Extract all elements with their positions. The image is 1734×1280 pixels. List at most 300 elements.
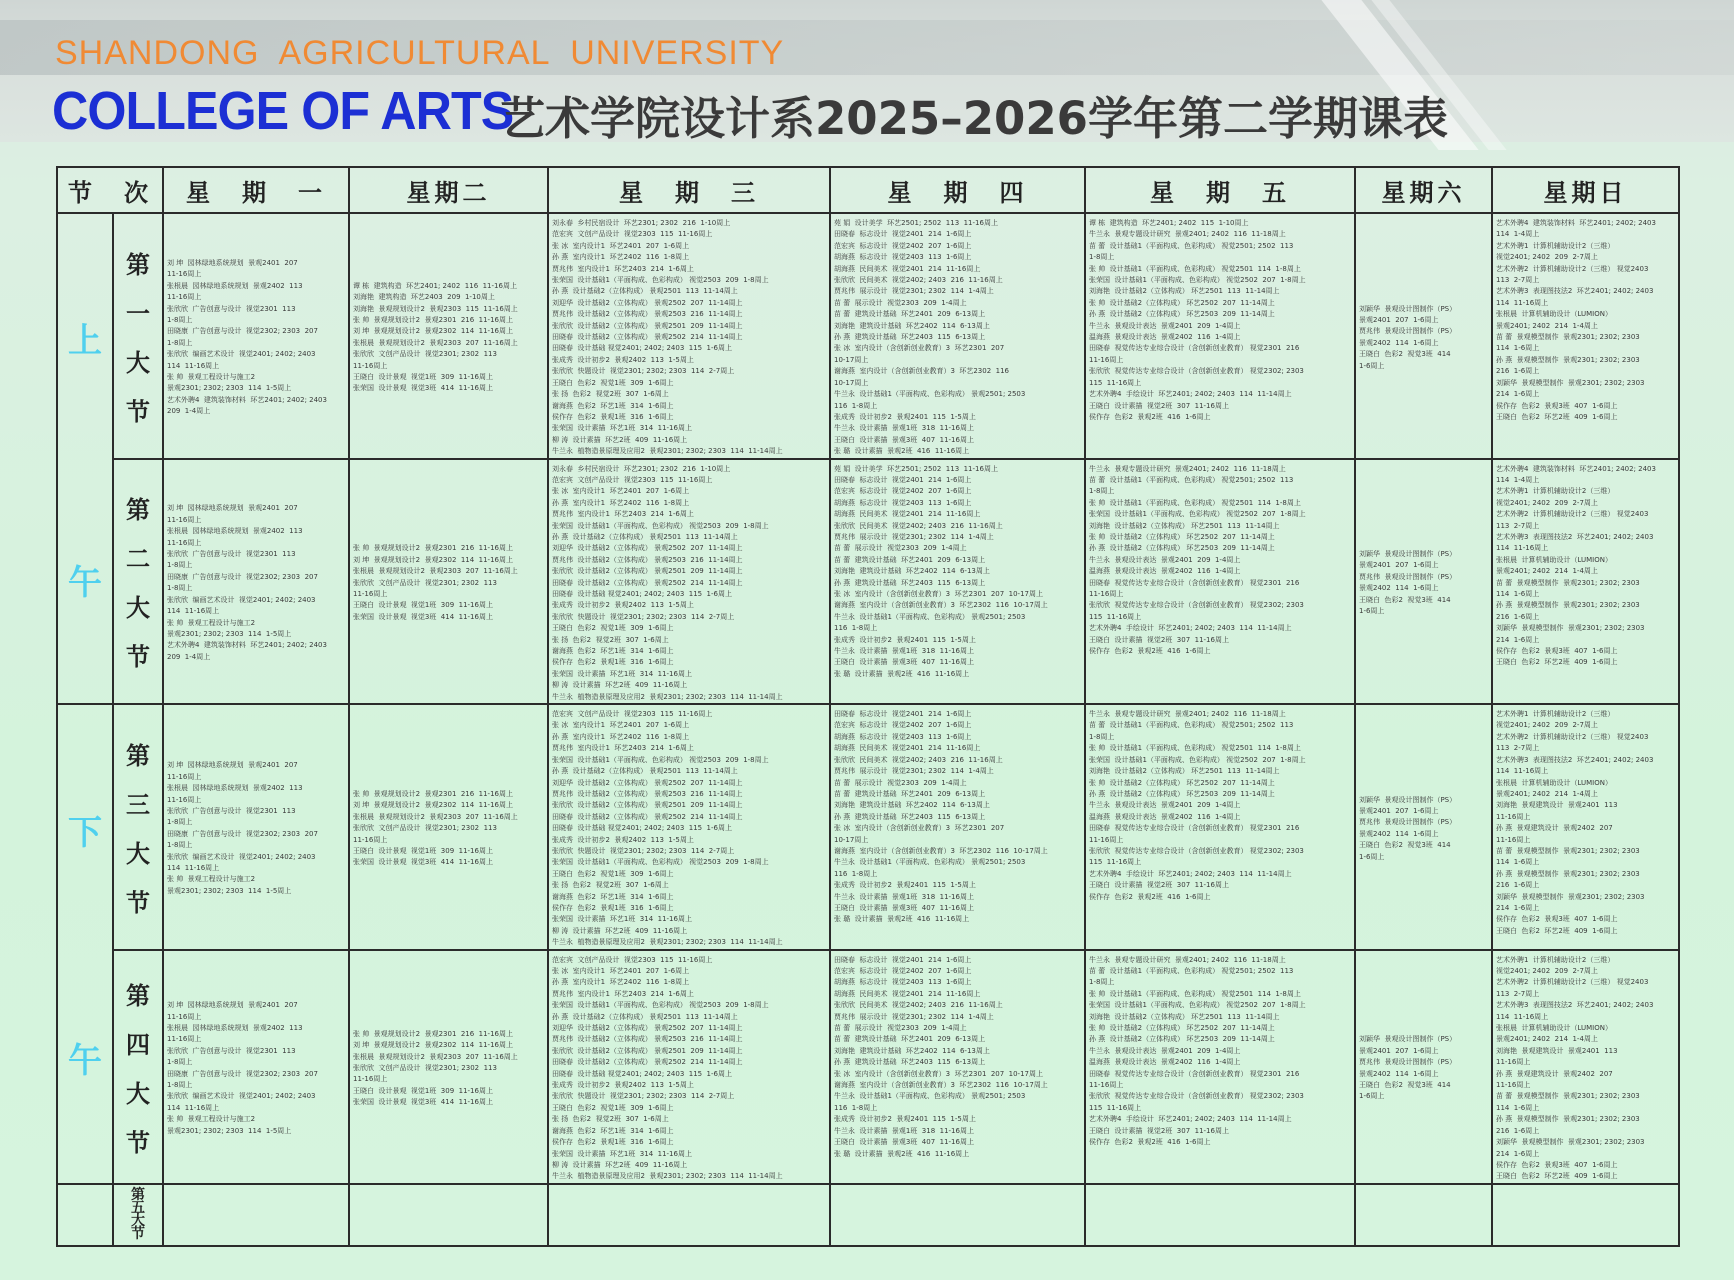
course-entry: 牛兰永 景观设计表达 景观2401 209 1-4周上 [1089,801,1241,810]
course-entry: 张根晨 园林绿地系统规划 景观2402 113 [167,784,303,793]
period-label [113,213,163,459]
course-entry: 11-16周上 [167,795,202,804]
course-entry: 艺术外聘4 手绘设计 环艺2401; 2402; 2403 114 11-14周上 [1089,1115,1292,1124]
course-entry: 孙 燕 室内设计1 环艺2402 116 1-8周上 [552,732,690,741]
course-entry: 张 帅 设计基础2（立体构成） 环艺2502 207 11-14周上 [1089,1024,1275,1033]
course-entry: 张 帅 设计基础2（立体构成） 环艺2502 207 11-14周上 [1089,532,1275,541]
course-entry: 田晓康 广告创意与设计 视觉2302; 2303 207 [167,327,318,336]
course-entry: 1-6周上 [1359,607,1385,616]
period-char: 节 [131,1225,145,1242]
course-entry: 张 帅 景观工程设计与施工2 [167,875,256,884]
course-entry: 牛兰永 景观专题设计研究 景观2401; 2402 116 11-18周上 [1089,955,1286,964]
schedule-cell-friday [1085,950,1355,1184]
course-entry: 苗 蕾 景观模型制作 景观2301; 2302; 2303 [1496,578,1640,587]
course-entry: 胡海燕 标志设计 视觉2403 113 1-6周上 [834,732,972,741]
course-entry: 114 11-16周上 [167,1103,220,1112]
course-entry: 113 2-7周上 [1496,744,1540,753]
course-entry: 1-6周上 [1359,361,1385,370]
course-entry: 11-16周上 [353,1075,388,1084]
schedule-cell-wednesday [548,950,830,1184]
column-header-monday: 星 期 一 [163,167,349,213]
course-entry: 张荣国 设计基础1（平面构成、色彩构成） 视觉2502 207 1-8周上 [1089,755,1306,764]
course-entry: 苗 蕾 建筑设计基础 环艺2401 209 6-13周上 [834,555,986,564]
schedule-title: 艺术学院设计系2025–2026学年第二学期课表 [500,92,1448,145]
course-entry: 11-16周上 [167,293,202,302]
course-entry: 刘海艳 建筑设计基础 环艺2402 114 6-13周上 [834,801,990,810]
course-entry: 孙 燕 设计基础2（立体构成） 环艺2503 209 11-14周上 [1089,310,1275,319]
college-name: COLLEGE OF ARTS [52,81,514,141]
period-label [113,1184,163,1246]
course-entry: 视觉2401; 2402 209 2-7周上 [1496,253,1598,262]
course-entry: 范宏宾 文创产品设计 视觉2303 115 11-16周上 [552,475,713,484]
course-entry: 苑 娟 设计美学 环艺2501; 2502 113 11-16周上 [834,464,998,473]
schedule-cell-thursday [830,213,1085,459]
course-entry: 209 1-4周上 [167,652,211,661]
course-entry: 216 1-6周上 [1496,367,1540,376]
period-char: 节 [126,397,150,426]
course-entry: 张 帅 设计基础1（平面构成、色彩构成） 视觉2501 114 1-8周上 [1089,744,1301,753]
course-entry: 张荣国 设计基础1（平面构成、色彩构成） 视觉2502 207 1-8周上 [1089,1001,1306,1010]
course-entry: 1-8周上 [167,818,193,827]
course-entry: 苗 蕾 景观模型制作 景观2301; 2302; 2303 [1496,1092,1640,1101]
course-entry: 114 11-16周上 [167,864,220,873]
course-entry: 11-16周上 [353,361,388,370]
course-entry: 胡海燕 标志设计 视觉2403 113 1-6周上 [834,498,972,507]
course-entry: 艺术外聘3 表现图技法2 环艺2401; 2402; 2403 [1496,532,1654,541]
course-entry: 张欣欣 快题设计 视觉2301; 2302; 2303 114 2-7周上 [552,1092,735,1101]
half-day-char: 午 [68,1041,102,1082]
column-header-thursday: 星 期 四 [830,167,1085,213]
schedule-cell-tuesday [349,1184,548,1246]
course-entry: 张欣欣 广告创意与设计 视觉2301 113 [167,550,296,559]
course-entry: 张 璐 设计素描 景观2班 416 11-16周上 [834,915,970,924]
course-entry: 孙 燕 景观建筑设计 景观2402 207 [1496,1069,1613,1078]
course-entry: 刘 坤 景观规划设计2 景观2302 114 11-16周上 [353,327,513,336]
course-entry: 景观2401; 2402 214 1-4周上 [1496,1035,1598,1044]
course-entry: 王晓白 设计素描 视觉2班 307 11-16周上 [1089,401,1229,410]
course-entry: 孙 燕 建筑设计基础 环艺2403 115 6-13周上 [834,1058,986,1067]
half-day-char: 下 [68,813,102,854]
course-entry: 1-8周上 [1089,487,1115,496]
course-entry: 113 2-7周上 [1496,521,1540,530]
course-entry: 贾兆伟 景观设计图制作（PS） [1359,1058,1457,1067]
course-entry: 刘海艳 景观建筑设计 景观2401 113 [1496,801,1618,810]
course-entry: 艺术外聘1 计算机辅助设计2（三维） [1496,487,1615,496]
course-entry: 景观2402 114 1-6周上 [1359,584,1439,593]
course-entry: 张 璐 设计素描 景观2班 416 11-16周上 [834,1149,970,1158]
course-entry: 景观2401; 2402 214 1-4周上 [1496,789,1598,798]
course-entry: 苗 蕾 设计基础1（平面构成、色彩构成） 视觉2501; 2502 113 [1089,721,1294,730]
course-entry: 牛兰永 景观专题设计研究 景观2401; 2402 116 11-18周上 [1089,230,1286,239]
course-entry: 艺术外聘2 计算机辅助设计2（三维） 视觉2403 [1496,510,1649,519]
schedule-cell-monday [163,704,349,950]
course-entry: 田晓春 设计基础2（立体构成） 景观2502 214 11-14周上 [552,1058,743,1067]
university-name: SHANDONG AGRICULTURAL UNIVERSITY [55,34,785,72]
course-entry: 孙 燕 景观建筑设计 景观2402 207 [1496,824,1613,833]
course-entry: 张欣欣 编画艺术设计 视觉2401; 2402; 2403 [167,1092,316,1101]
course-entry: 王晓白 色彩2 环艺2班 409 1-6周上 [1496,658,1618,667]
course-entry: 张欣欣 编画艺术设计 视觉2401; 2402; 2403 [167,852,316,861]
course-entry: 艺术外聘1 计算机辅助设计2（三维） [1496,955,1615,964]
course-entry: 张欣欣 设计基础2（立体构成） 景观2501 209 11-14周上 [552,1046,743,1055]
course-entry: 张荣国 设计素描 环艺1班 314 11-16周上 [552,915,692,924]
course-entry: 张欣欣 民间美术 视觉2402; 2403 216 11-16周上 [834,1001,1003,1010]
course-entry: 刘迎华 设计基础2（立体构成） 景观2502 207 11-14周上 [552,778,743,787]
course-entry: 贾兆伟 景观设计图制作（PS） [1359,818,1457,827]
course-entry: 艺术外聘1 计算机辅助设计2（三维） [1496,241,1615,250]
course-entry: 张成秀 设计初步2 景观2402 113 1-5周上 [552,601,694,610]
course-entry: 牛兰永 景观设计表达 景观2401 209 1-4周上 [1089,1046,1241,1055]
course-entry: 刘海艳 景观规划设计2 景观2303 115 11-16周上 [353,304,518,313]
course-entry: 田晓康 广告创意与设计 视觉2302; 2303 207 [167,829,318,838]
schedule-row [57,704,1679,950]
period-char: 大 [126,1079,150,1108]
schedule-cell-saturday [1355,213,1492,459]
course-entry: 田晓春 设计基础 视觉2401; 2402; 2403 115 1-6周上 [552,824,732,833]
period-char: 节 [126,1128,150,1157]
course-entry: 胡海燕 标志设计 视觉2403 113 1-6周上 [834,978,972,987]
course-entry: 艺术外聘2 计算机辅助设计2（三维） 视觉2403 [1496,978,1649,987]
course-entry: 刘 坤 园林绿地系统规划 景观2401 207 [167,504,298,513]
course-entry: 孙 燕 设计基础2（立体构成） 环艺2503 209 11-14周上 [1089,544,1275,553]
course-entry: 谭 栋 建筑构造 环艺2401; 2402 115 1-10周上 [1089,219,1249,227]
course-entry: 谢海燕 室内设计（含创新创业教育）3 环艺2302 116 10-17周上 [834,601,1048,610]
course-entry: 苗 蕾 建筑设计基础 环艺2401 209 6-13周上 [834,789,986,798]
course-entry: 1-8周上 [167,315,193,324]
course-entry: 范宏宾 文创产品设计 视觉2303 115 11-16周上 [552,955,713,964]
course-entry: 田晓春 视觉传达专业综合设计（含创新创业教育） 视觉2301 216 [1089,1069,1300,1078]
course-entry: 张荣国 设计素描 环艺1班 314 11-16周上 [552,1149,692,1158]
course-entry: 张成秀 设计初步2 景观2402 113 1-5周上 [552,835,694,844]
course-entry: 田晓春 设计基础2（立体构成） 景观2502 214 11-14周上 [552,578,743,587]
course-entry: 张 帅 设计基础1（平面构成、色彩构成） 视觉2501 114 1-8周上 [1089,264,1301,273]
course-entry: 张 璐 设计素描 景观2班 416 11-16周上 [834,669,970,678]
course-entry: 视觉2401; 2402 209 2-7周上 [1496,721,1598,730]
course-entry: 景观2402 114 1-6周上 [1359,1069,1439,1078]
course-entry: 孙 燕 设计基础2（立体构成） 环艺2503 209 11-14周上 [1089,1035,1275,1044]
course-entry: 胡海燕 民间美术 视觉2401 214 11-16周上 [834,989,981,998]
course-entry: 景观2402 114 1-6周上 [1359,829,1439,838]
course-entry: 牛兰永 设计基础1（平面构成、色彩构成） 景观2501; 2503 [834,612,1026,621]
course-entry: 张荣国 设计景观 视觉3班 414 11-16周上 [353,858,493,867]
course-entry: 贾兆伟 展示设计 视觉2301; 2302 114 1-4周上 [834,1012,994,1021]
course-entry: 田晓春 标志设计 视觉2401 214 1-6周上 [834,230,972,239]
course-entry: 牛兰永 设计素描 景观1班 318 11-16周上 [834,892,974,901]
course-entry: 范宏宾 标志设计 视觉2402 207 1-6周上 [834,241,972,250]
course-entry: 孙 燕 设计基础2（立体构成） 景观2501 113 11-14周上 [552,1012,738,1021]
course-entry: 孙 燕 室内设计1 环艺2402 116 1-8周上 [552,978,690,987]
column-header-wednesday: 星 期 三 [548,167,830,213]
course-entry: 张 冰 室内设计（含创新创业教育）3 环艺2301 207 10-17周上 [834,590,1043,598]
course-entry: 苗 蕾 展示设计 视觉2303 209 1-4周上 [834,544,967,553]
course-entry: 11-16周上 [167,772,202,781]
course-entry: 王晓白 色彩2 环艺2班 409 1-6周上 [1496,412,1618,421]
course-entry: 贾兆伟 设计基础2（立体构成） 景观2503 216 11-14周上 [552,310,743,319]
course-entry: 贾兆伟 室内设计1 环艺2403 214 1-6周上 [552,510,694,519]
course-entry: 张 璐 设计素描 景观2班 416 11-16周上 [834,447,970,456]
course-entry: 刘海艳 建筑构造 环艺2403 209 1-10周上 [353,293,495,302]
schedule-row [57,213,1679,459]
course-entry: 11-16周上 [353,835,388,844]
course-entry: 刘颖华 景观设计图制作（PS） [1359,1035,1457,1044]
course-entry: 王晓白 设计素描 视觉2班 307 11-16周上 [1089,635,1229,644]
course-entry: 张成秀 设计初步2 景观2402 113 1-5周上 [552,1081,694,1090]
course-entry: 视觉2401; 2402 209 2-7周上 [1496,498,1598,507]
course-entry: 张 扬 色彩2 视觉2班 307 1-6周上 [552,635,669,644]
period-char: 大 [126,839,150,868]
course-entry: 113 2-7周上 [1496,276,1540,285]
course-entry: 114 1-6周上 [1496,590,1540,598]
course-entry: 牛兰永 景观专题设计研究 景观2401; 2402 116 11-18周上 [1089,710,1286,719]
course-entry: 216 1-6周上 [1496,881,1540,890]
course-entry: 王晓白 色彩2 视觉3班 414 [1359,841,1451,850]
course-entry: 张 帅 设计基础2（立体构成） 环艺2502 207 11-14周上 [1089,778,1275,787]
course-entry: 牛兰永 景观专题设计研究 景观2401; 2402 116 11-18周上 [1089,464,1286,473]
course-entry: 114 11-16周上 [167,607,220,616]
course-entry: 贾兆伟 设计基础2（立体构成） 景观2503 216 11-14周上 [552,555,743,564]
course-entry: 刘 坤 园林绿地系统规划 景观2401 207 [167,1001,298,1010]
course-entry: 范宏宾 标志设计 视觉2402 207 1-6周上 [834,967,972,975]
course-entry: 艺术外聘4 建筑装饰材料 环艺2401; 2402; 2403 [167,641,327,650]
course-entry: 侯作存 色彩2 景观2班 416 1-6周上 [1089,647,1211,656]
course-entry: 张欣欣 文创产品设计 视觉2301; 2302 113 [353,824,497,833]
column-header-tuesday: 星期二 [349,167,548,213]
course-entry: 侯作存 色彩2 景观2班 416 1-6周上 [1089,1138,1211,1147]
course-entry: 王晓白 色彩2 视觉1班 309 1-6周上 [552,624,674,633]
course-entry: 牛兰永 设计素描 景观1班 318 11-16周上 [834,1126,974,1135]
course-entry: 张根晨 计算机辅助设计（LUMION） [1496,778,1612,787]
period-char: 三 [126,790,150,819]
schedule-cell-thursday [830,704,1085,950]
course-entry: 张根晨 园林绿地系统规划 景观2402 113 [167,281,303,290]
half-day-empty [57,1184,113,1246]
period-char: 五 [131,1199,145,1216]
course-entry: 艺术外聘2 计算机辅助设计2（三维） 视觉2403 [1496,264,1649,273]
course-entry: 114 11-16周上 [167,361,220,370]
course-entry: 刘永春 乡村民宿设计 环艺2301; 2302 216 1-10周上 [552,464,731,473]
course-entry: 1-8周上 [1089,732,1115,741]
course-entry: 刘 坤 园林绿地系统规划 景观2401 207 [167,761,298,770]
course-entry: 刘海艳 建筑设计基础 环艺2402 114 6-13周上 [834,321,990,330]
course-entry: 苗 蕾 设计基础1（平面构成、色彩构成） 视觉2501; 2502 113 [1089,241,1294,250]
course-entry: 艺术外聘3 表现图技法2 环艺2401; 2402; 2403 [1496,755,1654,764]
course-entry: 114 1-4周上 [1496,475,1540,484]
course-entry: 116 1-8周上 [834,1103,878,1112]
course-entry: 侯作存 色彩2 景观1班 316 1-6周上 [552,903,674,912]
course-entry: 侯作存 色彩2 景观1班 316 1-6周上 [552,412,674,421]
course-entry: 景观2401; 2402 214 1-4周上 [1496,321,1598,330]
course-entry: 景观2401 207 1-6周上 [1359,807,1439,816]
course-entry: 田晓康 广告创意与设计 视觉2302; 2303 207 [167,572,318,581]
course-entry: 刘颖华 景观模型制作 景观2301; 2302; 2303 [1496,624,1645,633]
course-entry: 孙 燕 设计基础2（立体构成） 景观2501 113 11-14周上 [552,767,738,776]
schedule-cell-sunday [1492,704,1679,950]
course-entry: 孙 燕 室内设计1 环艺2402 116 1-8周上 [552,253,690,262]
course-entry: 刘颖华 景观模型制作 景观2301; 2302; 2303 [1496,892,1645,901]
course-entry: 谭 栋 建筑构造 环艺2401; 2402 116 11-16周上 [353,281,517,290]
course-entry: 艺术外聘4 建筑装饰材料 环艺2401; 2402; 2403 [1496,464,1656,473]
course-entry: 温海燕 景观设计表达 景观2402 116 1-4周上 [1089,1058,1241,1067]
course-entry: 侯作存 色彩2 景观2班 416 1-6周上 [1089,892,1211,901]
course-entry: 214 1-6周上 [1496,390,1540,399]
course-entry: 谢海燕 室内设计（含创新创业教育）3 环艺2302 116 10-17周上 [834,1081,1048,1090]
schedule-cell-thursday [830,950,1085,1184]
course-entry: 张欣欣 快题设计 视觉2301; 2302; 2303 114 2-7周上 [552,367,735,376]
course-entry: 214 1-6周上 [1496,635,1540,644]
course-entry: 11-16周上 [167,515,202,524]
course-entry: 张根晨 计算机辅助设计（LUMION） [1496,310,1612,319]
schedule-row [57,950,1679,1184]
course-entry: 114 11-16周上 [1496,544,1549,553]
course-entry: 张荣国 设计基础1（平面构成、色彩构成） 视觉2503 209 1-8周上 [552,1001,769,1010]
schedule-cell-sunday [1492,459,1679,705]
schedule-cell-saturday [1355,704,1492,950]
course-entry: 张根晨 景观规划设计2 景观2303 207 11-16周上 [353,812,518,821]
course-entry: 张成秀 设计初步2 景观2401 115 1-5周上 [834,881,976,890]
afternoon-label [57,704,113,1184]
schedule-cell-wednesday [548,704,830,950]
course-entry: 张欣欣 文创产品设计 视觉2301; 2302 113 [353,350,497,359]
course-entry: 牛兰永 设计基础1（平面构成、色彩构成） 景观2501; 2503 [834,858,1026,867]
course-entry: 牛兰永 设计素描 景观1班 318 11-16周上 [834,424,974,433]
course-entry: 114 1-6周上 [1496,858,1540,867]
course-entry: 牛兰永 景观设计表达 景观2401 209 1-4周上 [1089,555,1241,564]
course-entry: 田晓春 设计基础 视觉2401; 2402; 2403 115 1-6周上 [552,344,732,353]
schedule-cell-saturday [1355,950,1492,1184]
course-entry: 115 11-16周上 [1089,858,1142,867]
course-entry: 张根晨 景观规划设计2 景观2303 207 11-16周上 [353,567,518,576]
course-entry: 刘海艳 设计基础2（立体构成） 环艺2501 113 11-14周上 [1089,287,1280,296]
course-entry: 景观2402 114 1-6周上 [1359,338,1439,347]
course-entry: 柳 涛 设计素描 环艺2班 409 11-16周上 [552,1160,688,1169]
course-entry: 田晓春 标志设计 视觉2401 214 1-6周上 [834,955,972,964]
course-entry: 209 1-4周上 [167,407,211,416]
course-entry: 张荣国 设计基础1（平面构成、色彩构成） 视觉2503 209 1-8周上 [552,858,769,867]
course-entry: 田晓春 标志设计 视觉2401 214 1-6周上 [834,475,972,484]
course-entry: 张根晨 景观规划设计2 景观2303 207 11-16周上 [353,338,518,347]
course-entry: 张荣国 设计基础1（平面构成、色彩构成） 视觉2502 207 1-8周上 [1089,276,1306,285]
course-entry: 张欣欣 编画艺术设计 视觉2401; 2402; 2403 [167,595,316,604]
schedule-cell-friday [1085,213,1355,459]
course-entry: 田晓春 视觉传达专业综合设计（含创新创业教育） 视觉2301 216 [1089,344,1300,353]
course-entry: 王晓白 色彩2 视觉3班 414 [1359,595,1451,604]
course-entry: 张根晨 景观规划设计2 景观2303 207 11-16周上 [353,1052,518,1061]
course-entry: 孙 燕 建筑设计基础 环艺2403 115 6-13周上 [834,333,986,342]
course-entry: 张欣欣 视觉传达专业综合设计（含创新创业教育） 视觉2302; 2303 [1089,601,1304,610]
course-entry: 刘永春 乡村民宿设计 环艺2301; 2302 216 1-10周上 [552,219,731,227]
course-entry: 视觉2401; 2402 209 2-7周上 [1496,967,1598,975]
course-entry: 11-16周上 [1089,590,1124,598]
course-entry: 侯作存 色彩2 景观3班 407 1-6周上 [1496,401,1618,410]
course-entry: 张欣欣 设计基础2（立体构成） 景观2501 209 11-14周上 [552,321,743,330]
course-entry: 范宏宾 文创产品设计 视觉2303 115 11-16周上 [552,710,713,719]
course-entry: 谢海燕 色彩2 环艺1班 314 1-6周上 [552,1126,674,1135]
schedule-cell-friday [1085,459,1355,705]
course-entry: 11-16周上 [1496,835,1531,844]
course-entry: 王晓白 色彩2 视觉3班 414 [1359,1081,1451,1090]
course-entry: 温海燕 景观设计表达 景观2402 116 1-4周上 [1089,333,1241,342]
course-entry: 张欣欣 民间美术 视觉2402; 2403 216 11-16周上 [834,521,1003,530]
course-entry: 张欣欣 快题设计 视觉2301; 2302; 2303 114 2-7周上 [552,612,735,621]
period-char: 第 [126,981,150,1010]
course-entry: 张荣国 设计素描 环艺1班 314 11-16周上 [552,669,692,678]
course-entry: 1-8周上 [167,841,193,850]
course-entry: 刘颖华 景观模型制作 景观2301; 2302; 2303 [1496,1138,1645,1147]
schedule-cell-monday [163,1184,349,1246]
course-entry: 贾兆伟 景观设计图制作（PS） [1359,327,1457,336]
course-entry: 张荣国 设计基础1（平面构成、色彩构成） 视觉2502 207 1-8周上 [1089,510,1306,519]
course-entry: 张 帅 景观规划设计2 景观2301 216 11-16周上 [353,315,513,324]
course-entry: 艺术外聘4 建筑装饰材料 环艺2401; 2402; 2403 [167,395,327,404]
course-entry: 张 扬 色彩2 视觉2班 307 1-6周上 [552,881,669,890]
course-entry: 王晓白 设计景观 视觉1班 309 11-16周上 [353,372,493,381]
course-entry: 温海燕 景观设计表达 景观2402 116 1-4周上 [1089,812,1241,821]
course-entry: 11-16周上 [1496,812,1531,821]
course-entry: 1-6周上 [1359,852,1385,861]
course-entry: 11-16周上 [167,1012,202,1021]
course-entry: 苗 蕾 设计基础1（平面构成、色彩构成） 视觉2501; 2502 113 [1089,475,1294,484]
schedule-cell-sunday [1492,950,1679,1184]
course-entry: 刘 坤 景观规划设计2 景观2302 114 11-16周上 [353,1041,513,1050]
schedule-cell-tuesday [349,213,548,459]
course-entry: 柳 涛 设计素描 环艺2班 409 11-16周上 [552,435,688,444]
course-entry: 11-16周上 [353,590,388,598]
period-char: 第 [126,741,150,770]
course-entry: 114 1-6周上 [1496,344,1540,353]
course-entry: 苗 蕾 展示设计 视觉2303 209 1-4周上 [834,778,967,787]
course-entry: 侯作存 色彩2 景观1班 316 1-6周上 [552,1138,674,1147]
course-entry: 张 帅 景观规划设计2 景观2301 216 11-16周上 [353,544,513,553]
schedule-cell-sunday [1492,1184,1679,1246]
course-entry: 牛兰永 植物造景原理及应用2 景观2301; 2302; 2303 114 11-14周上 [552,938,783,947]
course-entry: 王晓白 设计素描 景观3班 407 11-16周上 [834,903,974,912]
course-entry: 刘颖华 景观模型制作 景观2301; 2302; 2303 [1496,378,1645,387]
course-entry: 张 帅 景观工程设计与施工2 [167,618,256,627]
course-entry: 孙 燕 设计基础2（立体构成） 环艺2503 209 11-14周上 [1089,789,1275,798]
course-entry: 孙 燕 景观模型制作 景观2301; 2302; 2303 [1496,1115,1640,1124]
course-entry: 贾兆伟 展示设计 视觉2301; 2302 114 1-4周上 [834,767,994,776]
schedule-cell-wednesday [548,213,830,459]
course-entry: 侯作存 色彩2 景观3班 407 1-6周上 [1496,1160,1618,1169]
course-entry: 刘颖华 景观设计图制作（PS） [1359,550,1457,559]
schedule-cell-friday [1085,1184,1355,1246]
course-entry: 张成秀 设计初步2 景观2401 115 1-5周上 [834,1115,976,1124]
course-entry: 张根晨 计算机辅助设计（LUMION） [1496,1024,1612,1033]
course-entry: 景观2401; 2402 214 1-4周上 [1496,567,1598,576]
course-entry: 贾兆伟 设计基础2（立体构成） 景观2503 216 11-14周上 [552,1035,743,1044]
course-entry: 116 1-8周上 [834,869,878,878]
course-entry: 11-16周上 [167,538,202,547]
course-entry: 王晓白 设计景观 视觉1班 309 11-16周上 [353,601,493,610]
course-entry: 艺术外聘4 建筑装饰材料 环艺2401; 2402; 2403 [1496,219,1656,227]
course-entry: 艺术外聘3 表现图技法2 环艺2401; 2402; 2403 [1496,287,1654,296]
course-entry: 谢海燕 室内设计（含创新创业教育）3 环艺2302 116 [834,367,1009,376]
course-entry: 苗 蕾 设计基础1（平面构成、色彩构成） 视觉2501; 2502 113 [1089,967,1294,975]
course-entry: 贾兆伟 室内设计1 环艺2403 214 1-6周上 [552,264,694,273]
course-entry: 艺术外聘4 手绘设计 环艺2401; 2402; 2403 114 11-14周上 [1089,624,1292,633]
course-entry: 张根晨 计算机辅助设计（LUMION） [1496,555,1612,564]
course-entry: 张荣国 设计素描 环艺1班 314 11-16周上 [552,424,692,433]
course-entry: 贾兆伟 室内设计1 环艺2403 214 1-6周上 [552,744,694,753]
course-entry: 10-17周上 [834,355,869,364]
period-char: 节 [126,888,150,917]
course-entry: 牛兰永 设计素描 景观1班 318 11-16周上 [834,647,974,656]
course-entry: 张欣欣 文创产品设计 视觉2301; 2302 113 [353,1063,497,1072]
course-entry: 张荣国 设计基础1（平面构成、色彩构成） 视觉2503 209 1-8周上 [552,276,769,285]
course-entry: 范宏宾 文创产品设计 视觉2303 115 11-16周上 [552,230,713,239]
course-entry: 侯作存 色彩2 景观1班 316 1-6周上 [552,658,674,667]
course-entry: 侯作存 色彩2 景观3班 407 1-6周上 [1496,647,1618,656]
